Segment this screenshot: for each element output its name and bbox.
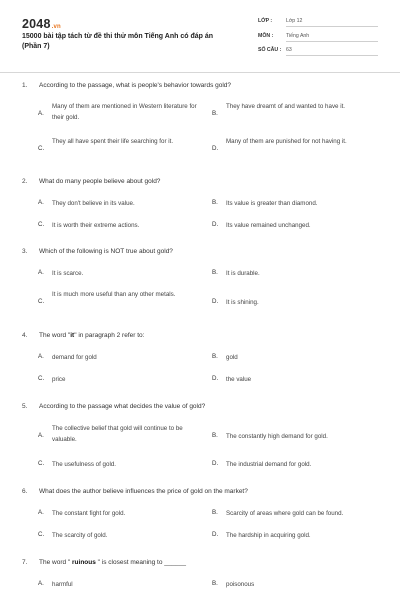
header-divider xyxy=(0,72,400,73)
emphasized-word: ruinous xyxy=(72,559,96,566)
site-logo[interactable]: 2048.vn xyxy=(22,17,61,31)
worksheet-page: 2048.vn 15000 bài tập tách từ đề thi thử môn Tiếng Anh có đáp án (Phần 7) LỚP : Lớp 12 MÔN : Tiếng Anh SỐ CÂU : 63 1. According to the passage, what is people's behavior towards gold? A. Many of them are mentioned in Western literature for their gold. B. They have dreamt of and wanted to have it. C. They all have spent their life searching for it. D. Many of them are punished for not having it. 2. What do many people believe about gold? A. They don't believe in its value. B. Its value is greater than diamond. C. It is worth their extreme actions. D. Its value remained unchanged. 3. Which of the following is NOT true about gold? A. It is scarce. B. It is durable. C. It is much more useful than any other metals. D. It is shining. 4. The word "it" in paragraph 2 refer to: A. demand for gold B. gold C. price D. the value 5. According to the passage what decides the value of gold? A. The collective belief that gold will continue to be valuable. B. The constantly high demand for gold. C. The usefulness of gold. D. The industrial demand for gold. 6. What does the author believe influences the price of gold on the market? A. The constant fight for gold. B. Scarcity of areas where gold can be found. C. The scarcity of gold. D. The hardship in acquiring gold. 7. The word " ruinous " is closest meaning to ______ A. harmful B. poisonous xyxy=(0,0,400,600)
emphasized-word: it xyxy=(70,332,75,339)
meta-subject: MÔN : Tiếng Anh xyxy=(258,33,378,42)
header xyxy=(0,0,400,64)
meta-class: LỚP : Lớp 12 xyxy=(258,18,378,27)
meta-question-count: SỐ CÂU : 63 xyxy=(258,47,378,56)
document-title: 15000 bài tập tách từ đề thi thử môn Tiếng Anh có đáp án (Phần 7) xyxy=(22,33,213,50)
